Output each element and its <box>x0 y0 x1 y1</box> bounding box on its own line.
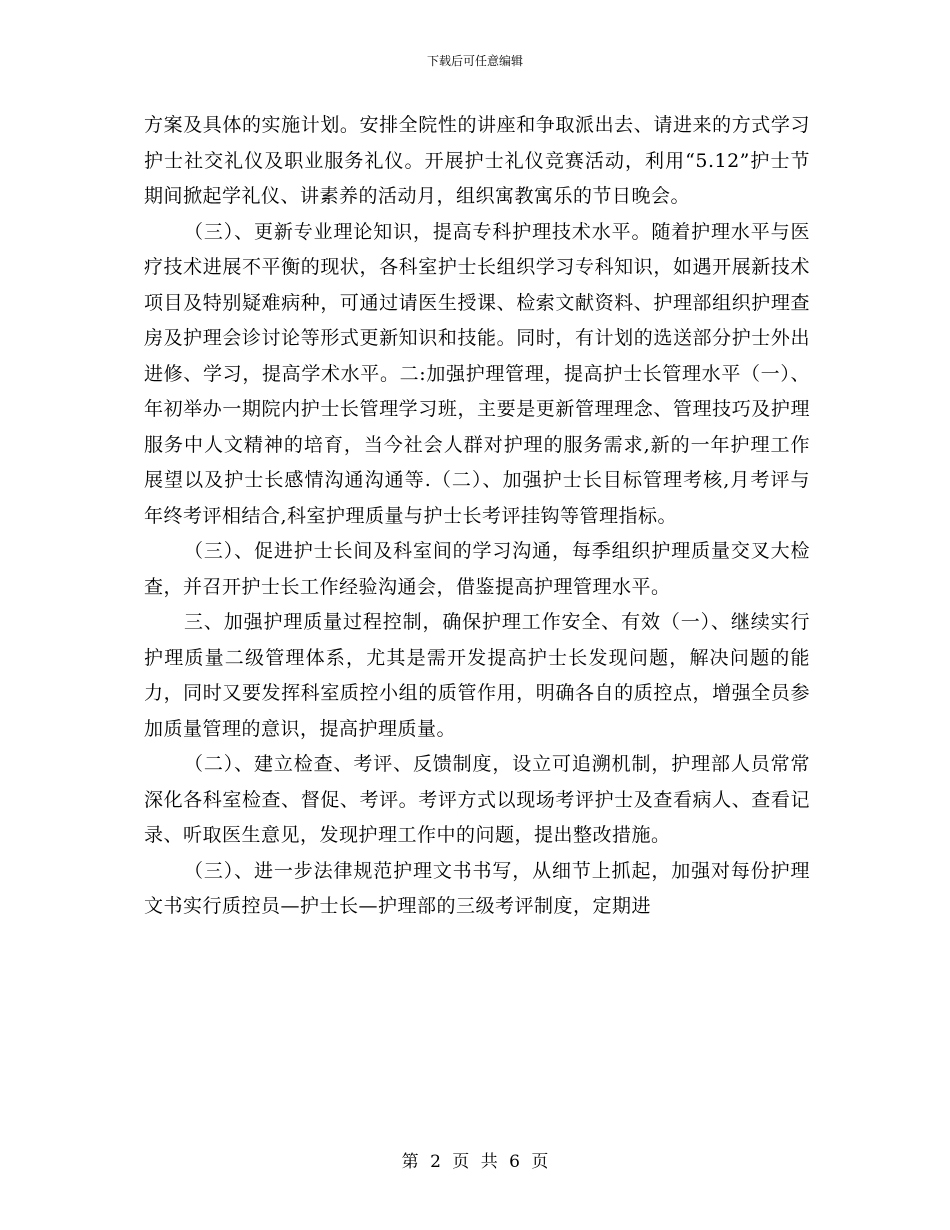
paragraph-4: 三、加强护理质量过程控制，确保护理工作安全、有效（一）、继续实行护理质量二级管理体系，尤其是需开发提高护士长发现问题，解决问题的能力，同时又要发挥科室质控小组的质管作用，明确各自的质控点，增强全员参加质量管理的意识，提高护理质量。 <box>144 611 810 740</box>
document-body <box>144 108 810 925</box>
paragraph-3: （三）、促进护士长间及科室间的学习沟通，每季组织护理质量交叉大检查，并召开护士长工作经验沟通会，借鉴提高护理管理水平。 <box>144 540 810 598</box>
page-number-footer: 第 2 页 共 6 页 <box>401 1152 549 1172</box>
page-header: 下载后可任意编辑 <box>426 54 523 68</box>
paragraph-6: （三）、进一步法律规范护理文书书写，从细节上抓起，加强对每份护理文书实行质控员—护士长—护理部的三级考评制度，定期进 <box>144 859 810 917</box>
paragraph-5: （二）、建立检查、考评、反馈制度，设立可追溯机制，护理部人员常常深化各科室检查、督促、考评。考评方式以现场考评护士及查看病人、查看记录、听取医生意见，发现护理工作中的问题，提出整改措施。 <box>144 753 810 846</box>
paragraph-1: 方案及具体的实施计划。安排全院性的讲座和争取派出去、请进来的方式学习护士社交礼仪及职业服务礼仪。开展护士礼仪竞赛活动，利用“5.12”护士节期间掀起学礼仪、讲素养的活动月，组织寓教寓乐的节日晚会。 <box>144 114 810 207</box>
paragraph-2: （三）、更新专业理论知识，提高专科护理技术水平。随着护理水平与医疗技术进展不平衡的现状，各科室护士长组织学习专科知识，如遇开展新技术项目及特别疑难病种，可通过请医生授课、检索文献资料、护理部组织护理查房及护理会诊讨论等形式更新知识和技能。同时，有计划的选送部分护士外出进修、学习，提高学术水平。二:加强护理管理，提高护士长管理水平（一）、年初举办一期院内护士长管理学习班，主要是更新管理理念、管理技巧及护理服务中人文精神的培育，当今社会人群对护理的服务需求,新的一年护理工作展望以及护士长感情沟通沟通等.（二）、加强护士长目标管理考核,月考评与年终考评相结合,科室护理质量与护士长考评挂钩等管理指标。 <box>144 220 810 527</box>
